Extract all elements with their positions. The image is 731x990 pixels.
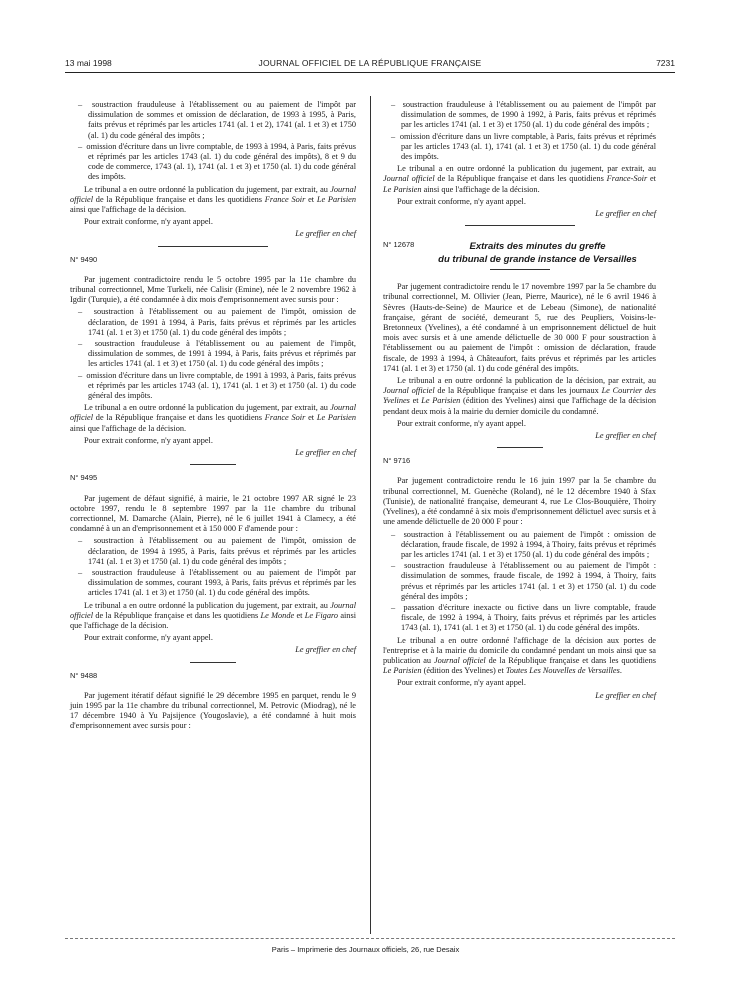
section-separator [465,225,575,226]
publication-order: Le tribunal a en outre ordonné la publication du jugement, par extrait, au Journal officiel de la République française et dans les quotidiens Le Monde et Le Figaro ainsi que l'affichage de la décision. [70,600,356,630]
extract-conformity: Pour extrait conforme, n'y ayant appel. [397,418,526,428]
publication-order: Le tribunal a en outre ordonné la publication du jugement, par extrait, au Journal officiel de la République française et dans les quotidiens France Soir et Le Parisien ainsi que l'affichage de la décision. [70,403,356,433]
versailles-heading [383,240,656,270]
left-column [70,100,356,734]
issue-date: 13 mai 1998 [65,58,112,68]
publication-order: Le tribunal a en outre ordonné la publication de la décision, par extrait, au Journal officiel de la République française et dans les journaux Le Courrier des Yvelines et Le Parisien (édition des Yvelines) ainsi que l'affichage de la décision pendant deux mois à la mairie du dernier domicile du condamné. [383,376,656,416]
notice-number: N° 9490 [70,254,98,264]
notice-number: N° 9495 [70,473,98,483]
section-separator [190,464,236,465]
heading-line-2: du tribunal de grande instance de Versailles [438,254,637,266]
page-header [65,58,675,72]
publication-order: Le tribunal a en outre ordonné la publication du jugement, par extrait, au Journal officiel de la République française et dans les quotidiens France-Soir et Le Parisien ainsi que l'affichage de la décision. [383,164,656,194]
page-number: 7231 [656,58,675,68]
charge-list [70,536,356,598]
clerk-signature: Le greffier en chef [295,645,356,655]
charge-item: – soustraction frauduleuse à l'établissement ou au paiement de l'impôt : dissimulation de sommes, fraude fiscale, de 1992 à 1994, à Thoiry, faits prévus et réprimés par les articles 1741 (al. 1 et 3) et 1750 (al. 1) du code général des impôts ; [383,561,656,602]
charge-list [383,530,656,634]
extract-conformity: Pour extrait conforme, n'y ayant appel. [397,678,526,688]
charge-list [70,307,356,401]
charge-list [383,100,656,162]
clerk-signature: Le greffier en chef [595,431,656,441]
notice-number: N° 9488 [70,670,98,680]
extract-conformity: Pour extrait conforme, n'y ayant appel. [84,633,213,643]
charge-list [70,100,356,183]
charge-item: – omission d'écriture dans un livre comptable, de 1991 à 1993, à Paris, faits prévus et réprimés par les articles 1743 (al. 1), 1741 (al. 1 et 3) et 1750 (al. 1) du code général des impôts. [70,371,356,402]
footer-rule [65,938,675,939]
judgment-paragraph: Par jugement itératif défaut signifié le 29 décembre 1995 en parquet, rendu le 9 juin 1995 par la 11e chambre du tribunal correctionnel, M. Petrovic (Miodrag), né le 17 décembre 1940 à Yu Pajsijence (Yougoslavie), a été condamné à huit mois d'emprisonnement avec sursis pour : [70,690,356,731]
charge-item: – soustraction à l'établissement ou au paiement de l'impôt, omission de déclaration, de 1994 à 1995, à Paris, faits prévus et réprimés par les articles 1741 (al. 1 et 3) et 1750 (al. 1) du code général des impôts ; [70,536,356,567]
extract-conformity: Pour extrait conforme, n'y ayant appel. [397,196,526,206]
charge-item: – passation d'écriture inexacte ou fictive dans un livre comptable, fraude fiscale, de 1992 à 1994, à Thoiry, faits prévus et réprimés par les articles 1743 (al. 1), 1741 (al. 1 et 3) et 1750 (al. 1) du code général des impôts. [383,603,656,634]
journal-title: JOURNAL OFFICIEL DE LA RÉPUBLIQUE FRANÇAISE [258,58,482,68]
header-rule [65,72,675,73]
clerk-signature: Le greffier en chef [595,690,656,700]
judgment-paragraph: Par jugement de défaut signifié, à mairie, le 21 octobre 1997 AR signé le 23 octobre 1997, rendu le 8 septembre 1997 par la 11e chambre du tribunal correctionnel, M. Damarche (Alain, Pierre), né le 6 juillet 1941 à Clamecy, a été condamné à un an d'emprisonnement et à 150 000 F d'amende pour : [70,493,356,534]
charge-item: – omission d'écriture dans un livre comptable, de 1993 à 1994, à Paris, faits prévus et réprimés par les articles 1743 (al. 1) du code général des impôts), 8 et 9 du code de commerce, 1743 (al. 1), 1741 (al. 1 et 3) et 1750 (al. 1) du code général des impôts. [70,142,356,183]
judgment-paragraph: Par jugement contradictoire rendu le 17 novembre 1997 par la 5e chambre du tribunal correctionnel, M. Ollivier (Jean, Pierre, Maurice), né le 6 avril 1946 à Sèvres (Hauts-de-Seine) de Maurice et de Lebeau (Simone), de nationalité française, gérant de société, demeurant 5, rue des Peupliers, Voisins-le-Bretonneux (Yvelines), a été condamné à un emprisonnement délictuel de huit mois avec sursis et à une amende délictuelle de 30 000 F pour soustraction à l'établissement ou au paiement de l'impôt : omission de déclaration, fraude fiscale, de 1993 à 1994, à Châteaufort, faits prévus et réprimés par les articles 1741 (al. 1 et 3) et 1750 (al. 1) du code général des impôts. [383,282,656,373]
section-separator [497,447,543,448]
charge-item: – soustraction à l'établissement ou au paiement de l'impôt : omission de déclaration, fraude fiscale, de 1992 à 1994, à Thoiry, faits prévus et réprimés par les articles 1741 (al. 1 et 3) et 1750 (al. 1) du code général des impôts ; [383,530,656,561]
publication-order: Le tribunal a en outre ordonné la publication du jugement, par extrait, au Journal officiel de la République française et dans les quotidiens France Soir et Le Parisien ainsi que l'affichage de la décision. [70,184,356,215]
charge-item: – soustraction frauduleuse à l'établissement ou au paiement de l'impôt par dissimulation de sommes, courant 1993, à Paris, faits prévus et réprimés par les articles 1741 (al. 1 et 3) et 1750 (al. 1) du code général des impôts. [70,568,356,599]
clerk-signature: Le greffier en chef [295,229,356,239]
charge-item: – omission d'écriture dans un livre comptable, à Paris, faits prévus et réprimés par les articles 1743 (al. 1), 1741 (al. 1 et 3) et 1750 (al. 1) du code général des impôts. [383,132,656,163]
charge-item: – soustraction à l'établissement ou au paiement de l'impôt, omission de déclaration, de 1991 à 1994, à Paris, faits prévus et réprimés par les articles 1741 (al. 1 et 3) et 1750 (al. 1) du code général des impôts ; [70,307,356,338]
section-separator [158,246,268,247]
judgment-paragraph: Par jugement contradictoire rendu le 5 octobre 1995 par la 11e chambre du tribunal correctionnel, Mme Turkeli, née Calisir (Emine), née le 2 novembre 1962 à Igdir (Turquie), a été condamnée à dix mois d'emprisonnement avec sursis pour : [70,274,356,305]
heading-underline [490,269,550,270]
heading-line-1: Extraits des minutes du greffe [469,241,606,253]
notice-number: N° 12678 [383,240,415,250]
judgment-paragraph: Par jugement contradictoire rendu le 16 juin 1997 par la 5e chambre du tribunal correctionnel, M. Guenèche (Roland), né le 12 décembre 1940 à Sfax (Tunisie), de nationalité française, demeurant 4, rue Le Clos-Bouquière, Thoiry (Yvelines), a été condamné à six mois d'emprisonnement délictuel avec sursis et à une amende délictuelle de 20 000 F pour : [383,476,656,527]
clerk-signature: Le greffier en chef [295,448,356,458]
notice-number: N° 9716 [383,456,411,466]
charge-item: – soustraction frauduleuse à l'établissement ou au paiement de l'impôt par dissimulation de sommes et omission de déclaration, de 1993 à 1995, à Paris, faits prévus et réprimés par les articles 1741 (al. 1 et 2), 1741 (al. 1 et 3) et 1750 (al. 1) du code général des impôts ; [70,100,356,141]
extract-conformity: Pour extrait conforme, n'y ayant appel. [84,435,213,445]
section-separator [190,662,236,663]
charge-item: – soustraction frauduleuse à l'établissement ou au paiement de l'impôt, dissimulation de sommes, de 1991 à 1994, à Paris, faits prévus et réprimés par les articles 1741 (al. 1 et 3) et 1750 (al. 1) du code général des impôts ; [70,339,356,370]
charge-item: – soustraction frauduleuse à l'établissement ou au paiement de l'impôt par dissimulation de sommes, de 1990 à 1992, à Paris, faits prévus et réprimés par les articles 1741 (al. 1 et 3) et 1750 (al. 1) du code général des impôts ; [383,100,656,131]
publication-order: Le tribunal a en outre ordonné l'affichage de la décision aux portes de l'entreprise et à la mairie du domicile du condamné pendant un mois ainsi que sa publication au Journal officiel de la République française et dans les quotidiens Le Parisien (édition des Yvelines) et Toutes Les Nouvelles de Versailles. [383,635,656,676]
printer-footer: Paris – Imprimerie des Journaux officiels, 26, rue Desaix [271,945,460,954]
right-column [383,100,656,707]
column-divider [370,96,371,934]
extract-conformity: Pour extrait conforme, n'y ayant appel. [84,217,213,227]
clerk-signature: Le greffier en chef [595,209,656,219]
